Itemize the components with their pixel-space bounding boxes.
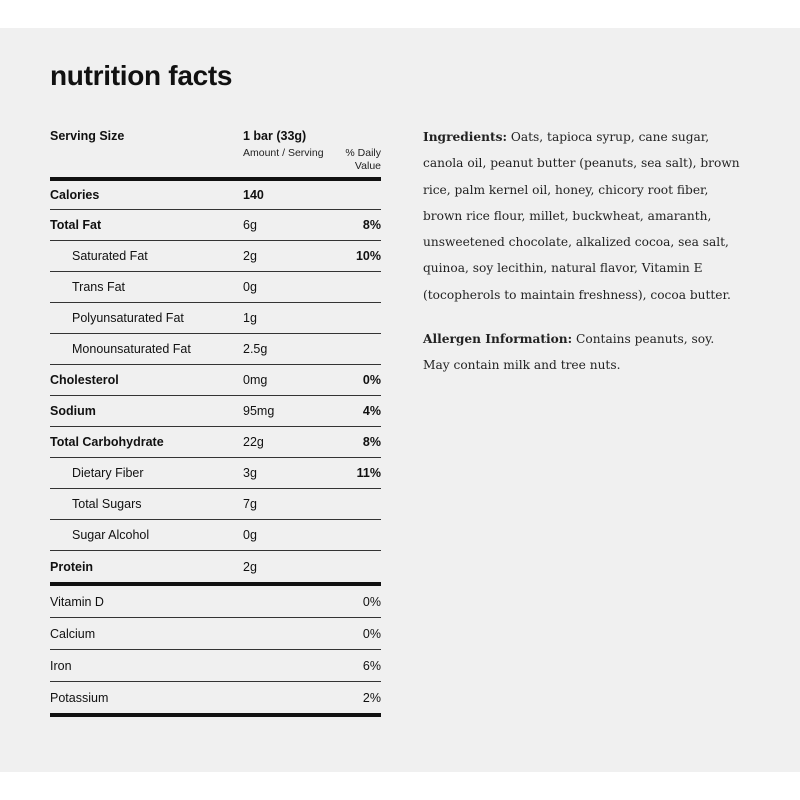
vitamin-rows: [50, 586, 381, 713]
nutrient-daily-value: 8%: [362, 435, 381, 449]
vitamin-value: 0%: [362, 594, 381, 609]
nutrient-amount: 0g: [243, 528, 257, 542]
nutrient-name: Sodium: [50, 404, 96, 418]
product-details: [423, 124, 743, 397]
vitamin-value: 6%: [362, 658, 381, 673]
nutrient-amount: 2g: [243, 559, 257, 574]
nutrient-row: [50, 181, 381, 210]
nutrient-row: [50, 303, 381, 334]
nutrient-daily-value: 10%: [355, 249, 381, 263]
allergen-text: Contains peanuts, soy. May contain milk and tree nuts.: [423, 332, 715, 373]
nutrient-name: Total Sugars: [72, 497, 142, 511]
nutrient-daily-value: 4%: [362, 404, 381, 418]
nutrient-row: [50, 520, 381, 551]
column-headers: [50, 147, 381, 177]
nutrient-name: Calories: [50, 188, 100, 202]
allergen-label: Allergen Information:: [423, 332, 573, 347]
nutrient-daily-value: 0%: [362, 373, 381, 387]
nutrient-name: Total Fat: [50, 218, 102, 232]
vitamin-value: 2%: [362, 690, 381, 705]
serving-size-value: 1 bar (33g): [243, 129, 307, 143]
nutrient-row: [50, 365, 381, 396]
allergen-paragraph: [423, 326, 743, 379]
nutrient-amount: 1g: [243, 311, 257, 325]
vitamin-row: [50, 682, 381, 713]
vitamin-name: Calcium: [50, 626, 96, 641]
nutrient-row: [50, 334, 381, 365]
nutrient-name: Monounsaturated Fat: [72, 342, 191, 356]
ingredients-paragraph: [423, 124, 743, 308]
ingredients-label: Ingredients:: [423, 130, 508, 144]
nutrient-row: [50, 427, 381, 458]
nutrient-name: Cholesterol: [50, 373, 119, 387]
amount-per-serving-header: Amount / Serving: [243, 147, 324, 159]
ingredients-text: Oats, tapioca syrup, cane sugar, canola oil, peanut butter (peanuts, sea salt), brown rice, palm kernel oil, honey, chicory root fiber, brown rice flour, millet, buckwheat, amaranth, unsweetened chocolate, alkalized cocoa, sea salt, quinoa, soy lecithin, natural flavor, Vitamin E (tocopherols to maintain freshness), cocoa butter.: [423, 130, 740, 302]
nutrient-row: [50, 396, 381, 427]
vitamin-name: Potassium: [50, 690, 109, 705]
nutrient-amount: 3g: [243, 466, 257, 480]
nutrient-name: Total Carbohydrate: [50, 435, 164, 449]
nutrient-name: Saturated Fat: [72, 249, 148, 263]
nutrient-name: Sugar Alcohol: [72, 528, 150, 542]
nutrient-row: [50, 489, 381, 520]
vitamin-name: Iron: [50, 658, 72, 673]
vitamin-value: 0%: [362, 626, 381, 641]
nutrient-daily-value: 8%: [362, 218, 381, 232]
nutrient-daily-value: 11%: [356, 466, 381, 480]
serving-size-row: [50, 125, 381, 147]
nutrition-facts-table: [50, 125, 381, 717]
nutrient-amount: 22g: [243, 435, 264, 449]
nutrient-name: Dietary Fiber: [72, 466, 144, 480]
nutrient-amount: 95mg: [243, 404, 275, 418]
nutrient-rows: [50, 181, 381, 582]
vitamin-row: [50, 618, 381, 650]
nutrient-amount: 2.5g: [243, 342, 268, 356]
vitamin-name: Vitamin D: [50, 594, 104, 609]
nutrient-amount: 0g: [243, 280, 257, 294]
page-title: nutrition facts: [50, 60, 233, 91]
vitamin-row: [50, 650, 381, 682]
nutrient-name: Polyunsaturated Fat: [72, 311, 184, 325]
nutrient-row: [50, 272, 381, 303]
nutrient-name: Trans Fat: [72, 280, 126, 294]
nutrient-amount: 2g: [243, 249, 257, 263]
thick-divider-bottom: [50, 713, 381, 717]
nutrient-row: [50, 241, 381, 272]
daily-value-header: % Daily Value: [345, 147, 381, 172]
nutrient-row: [50, 210, 381, 241]
nutrient-amount: 140: [243, 188, 264, 202]
serving-size-label: Serving Size: [50, 129, 125, 143]
nutrient-amount: 6g: [243, 218, 257, 232]
nutrient-row: [50, 458, 381, 489]
nutrient-row: [50, 551, 381, 582]
nutrient-name: Protein: [50, 559, 94, 574]
nutrient-amount: 0mg: [243, 373, 268, 387]
nutrient-amount: 7g: [243, 497, 257, 511]
vitamin-row: [50, 586, 381, 618]
